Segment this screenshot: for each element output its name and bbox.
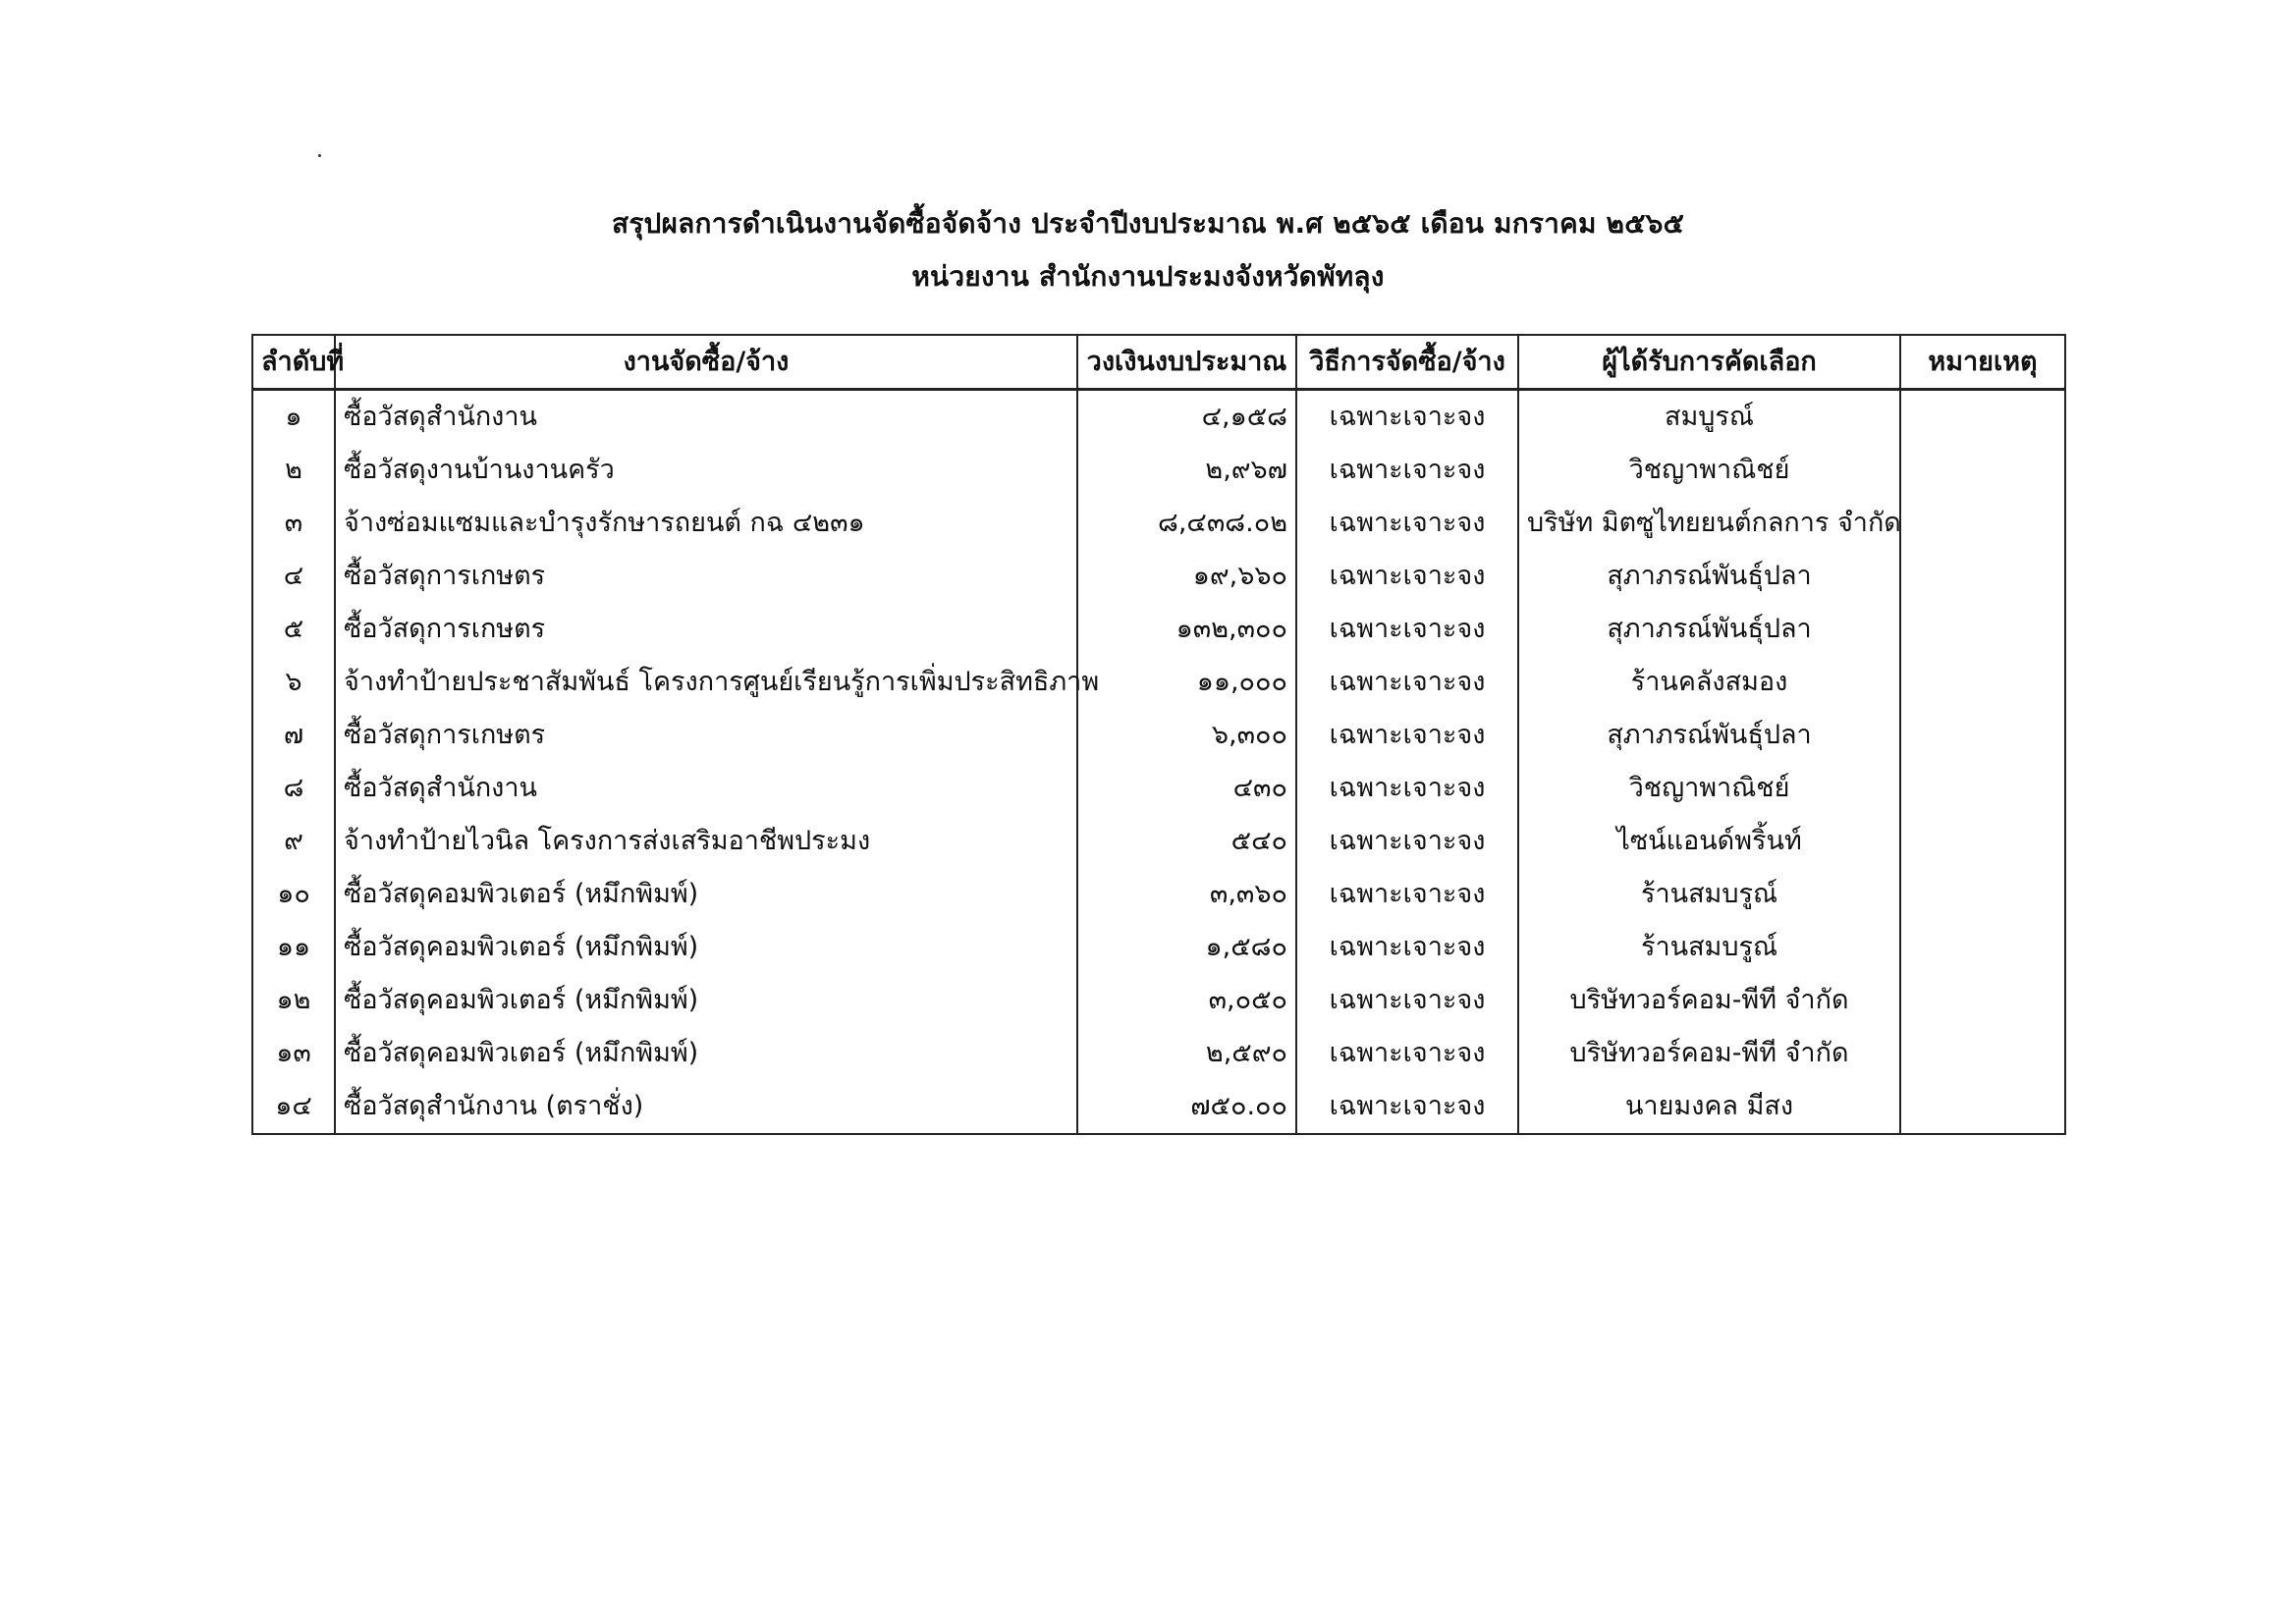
table-row (252, 390, 2065, 445)
procurement-item: ซื้อวัสดุการเกษตร (335, 709, 1077, 762)
procurement-method: เฉพาะเจาะจง (1296, 974, 1518, 1027)
row-number: ๑๒ (252, 974, 335, 1027)
budget-amount: ๖,๓๐๐ (1077, 709, 1296, 762)
budget-amount: ๒,๙๖๗ (1077, 444, 1296, 497)
row-number: ๙ (252, 815, 335, 868)
budget-amount: ๓,๐๕๐ (1077, 974, 1296, 1027)
table-row (252, 603, 2065, 656)
remark (1900, 497, 2065, 550)
selected-vendor: ร้านสมบรูณ์ (1518, 921, 1900, 974)
budget-amount: ๑๓๒,๓๐๐ (1077, 603, 1296, 656)
row-number: ๑๓ (252, 1027, 335, 1080)
budget-amount: ๑๙,๖๖๐ (1077, 550, 1296, 603)
procurement-method: เฉพาะเจาะจง (1296, 656, 1518, 709)
table-row (252, 1027, 2065, 1080)
procurement-item: จ้างทำป้ายไวนิล โครงการส่งเสริมอาชีพประมง (335, 815, 1077, 868)
remark (1900, 709, 2065, 762)
row-number: ๔ (252, 550, 335, 603)
table-row (252, 868, 2065, 921)
row-number: ๓ (252, 497, 335, 550)
procurement-item: ซื้อวัสดุสำนักงาน (ตราชั่ง) (335, 1080, 1077, 1134)
col-header-item: งานจัดซื้อ/จ้าง (335, 335, 1077, 390)
row-number: ๗ (252, 709, 335, 762)
procurement-method: เฉพาะเจาะจง (1296, 1027, 1518, 1080)
procurement-item: จ้างซ่อมแซมและบำรุงรักษารถยนต์ กฉ ๔๒๓๑ (335, 497, 1077, 550)
remark (1900, 550, 2065, 603)
remark (1900, 1080, 2065, 1134)
procurement-item: ซื้อวัสดุคอมพิวเตอร์ (หมึกพิมพ์) (335, 974, 1077, 1027)
selected-vendor: สุภาภรณ์พันธุ์ปลา (1518, 550, 1900, 603)
procurement-method: เฉพาะเจาะจง (1296, 921, 1518, 974)
selected-vendor: ร้านสมบรูณ์ (1518, 868, 1900, 921)
procurement-table (251, 334, 2066, 1135)
procurement-item: ซื้อวัสดุคอมพิวเตอร์ (หมึกพิมพ์) (335, 921, 1077, 974)
table-row (252, 550, 2065, 603)
remark (1900, 815, 2065, 868)
col-header-vendor: ผู้ได้รับการคัดเลือก (1518, 335, 1900, 390)
remark (1900, 444, 2065, 497)
remark (1900, 974, 2065, 1027)
row-number: ๖ (252, 656, 335, 709)
table-row (252, 444, 2065, 497)
selected-vendor: สุภาภรณ์พันธุ์ปลา (1518, 603, 1900, 656)
procurement-item: ซื้อวัสดุคอมพิวเตอร์ (หมึกพิมพ์) (335, 1027, 1077, 1080)
procurement-item: ซื้อวัสดุงานบ้านงานครัว (335, 444, 1077, 497)
budget-amount: ๗๕๐.๐๐ (1077, 1080, 1296, 1134)
remark (1900, 390, 2065, 445)
table-row (252, 762, 2065, 815)
col-header-no: ลำดับที่ (252, 335, 335, 390)
table-row (252, 815, 2065, 868)
col-header-method: วิธีการจัดซื้อ/จ้าง (1296, 335, 1518, 390)
procurement-method: เฉพาะเจาะจง (1296, 550, 1518, 603)
row-number: ๒ (252, 444, 335, 497)
row-number: ๘ (252, 762, 335, 815)
selected-vendor: บริษัท มิตซูไทยยนต์กลการ จำกัด (1518, 497, 1900, 550)
procurement-method: เฉพาะเจาะจง (1296, 444, 1518, 497)
selected-vendor: สุภาภรณ์พันธุ์ปลา (1518, 709, 1900, 762)
selected-vendor: บริษัทวอร์คอม-พีที จำกัด (1518, 1027, 1900, 1080)
row-number: ๑๐ (252, 868, 335, 921)
table-row (252, 497, 2065, 550)
table-row (252, 921, 2065, 974)
remark (1900, 656, 2065, 709)
budget-amount: ๕๔๐ (1077, 815, 1296, 868)
procurement-method: เฉพาะเจาะจง (1296, 497, 1518, 550)
procurement-method: เฉพาะเจาะจง (1296, 390, 1518, 445)
row-number: ๕ (252, 603, 335, 656)
procurement-method: เฉพาะเจาะจง (1296, 868, 1518, 921)
budget-amount: ๔๓๐ (1077, 762, 1296, 815)
table-body (252, 390, 2065, 1135)
budget-amount: ๑๑,๐๐๐ (1077, 656, 1296, 709)
table-header-row (252, 335, 2065, 390)
procurement-method: เฉพาะเจาะจง (1296, 1080, 1518, 1134)
budget-amount: ๘,๔๓๘.๐๒ (1077, 497, 1296, 550)
budget-amount: ๔,๑๕๘ (1077, 390, 1296, 445)
scan-speck (318, 154, 321, 157)
agency-line: หน่วยงาน สำนักงานประมงจังหวัดพัทลุง (911, 260, 1385, 293)
table-row (252, 974, 2065, 1027)
selected-vendor: ร้านคลังสมอง (1518, 656, 1900, 709)
remark (1900, 921, 2065, 974)
selected-vendor: วิชญาพาณิชย์ (1518, 444, 1900, 497)
selected-vendor: บริษัทวอร์คอม-พีที จำกัด (1518, 974, 1900, 1027)
selected-vendor: วิชญาพาณิชย์ (1518, 762, 1900, 815)
remark (1900, 868, 2065, 921)
remark (1900, 762, 2065, 815)
procurement-method: เฉพาะเจาะจง (1296, 815, 1518, 868)
procurement-item: ซื้อวัสดุสำนักงาน (335, 390, 1077, 445)
procurement-item: จ้างทำป้ายประชาสัมพันธ์ โครงการศูนย์เรียนรู้การเพิ่มประสิทธิภาพ (335, 656, 1077, 709)
procurement-item: ซื้อวัสดุสำนักงาน (335, 762, 1077, 815)
procurement-item: ซื้อวัสดุการเกษตร (335, 603, 1077, 656)
procurement-method: เฉพาะเจาะจง (1296, 603, 1518, 656)
document-title: สรุปผลการดำเนินงานจัดซื้อจัดจ้าง ประจำปีงบประมาณ พ.ศ ๒๕๖๕ เดือน มกราคม ๒๕๖๕ (612, 207, 1684, 240)
procurement-method: เฉพาะเจาะจง (1296, 762, 1518, 815)
budget-amount: ๑,๕๘๐ (1077, 921, 1296, 974)
procurement-item: ซื้อวัสดุการเกษตร (335, 550, 1077, 603)
row-number: ๑๔ (252, 1080, 335, 1134)
procurement-item: ซื้อวัสดุคอมพิวเตอร์ (หมึกพิมพ์) (335, 868, 1077, 921)
selected-vendor: นายมงคล มีสง (1518, 1080, 1900, 1134)
col-header-note: หมายเหตุ (1900, 335, 2065, 390)
table-row (252, 709, 2065, 762)
budget-amount: ๓,๓๖๐ (1077, 868, 1296, 921)
selected-vendor: สมบูรณ์ (1518, 390, 1900, 445)
budget-amount: ๒,๕๙๐ (1077, 1027, 1296, 1080)
col-header-budget: วงเงินงบประมาณ (1077, 335, 1296, 390)
remark (1900, 603, 2065, 656)
selected-vendor: ไซน์แอนด์พริ้นท์ (1518, 815, 1900, 868)
row-number: ๑ (252, 390, 335, 445)
procurement-method: เฉพาะเจาะจง (1296, 709, 1518, 762)
table-row (252, 656, 2065, 709)
remark (1900, 1027, 2065, 1080)
row-number: ๑๑ (252, 921, 335, 974)
table-row (252, 1080, 2065, 1134)
